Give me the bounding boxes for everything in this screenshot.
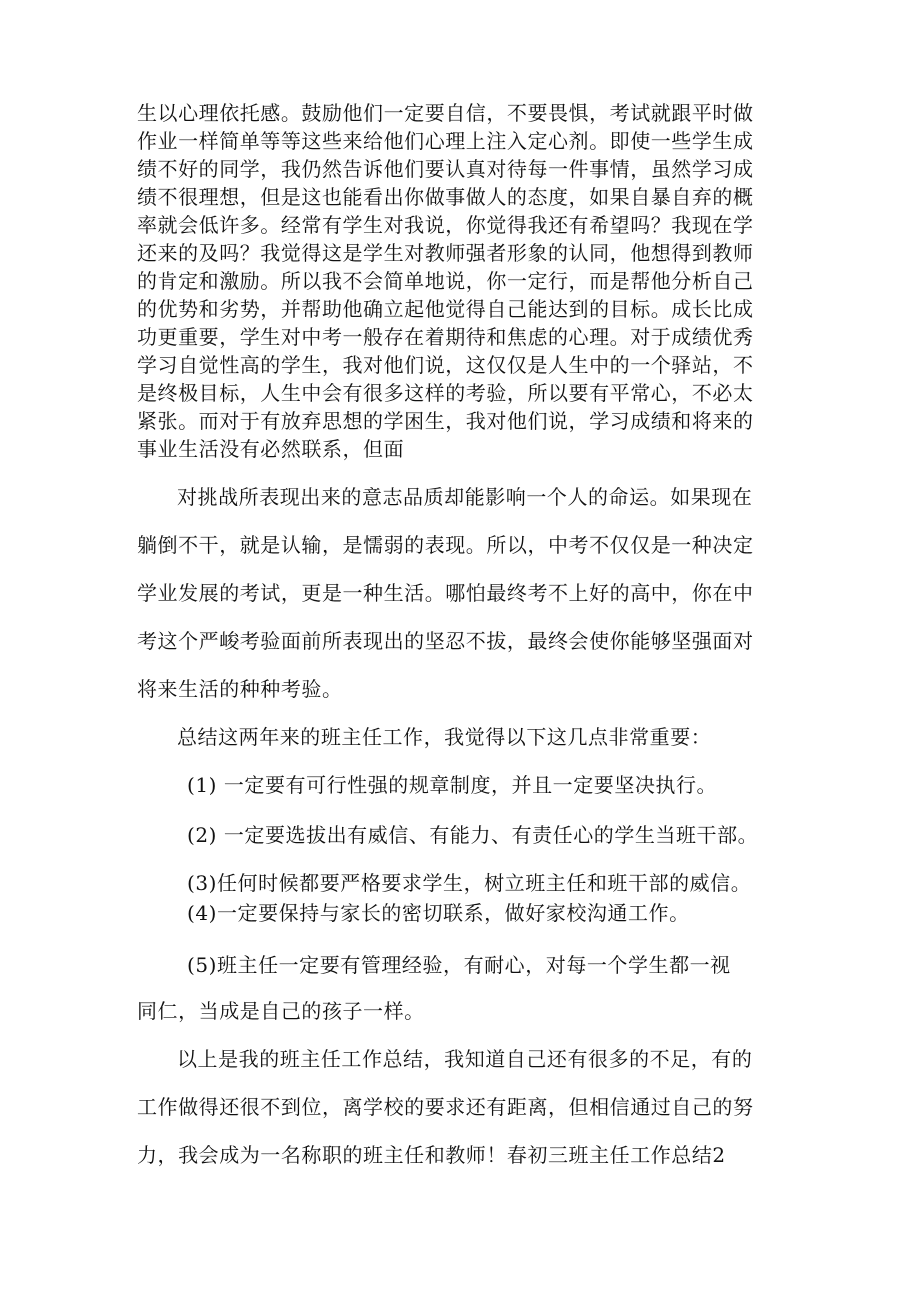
paragraph-line: 是终极目标，人生中会有很多这样的考验，所以要有平常心，不必太 (137, 381, 754, 405)
paragraph-line: 生以心理依托感。鼓励他们一定要自信，不要畏惧，考试就跟平时做 (137, 101, 754, 125)
paragraph-line: 考这个严峻考验面前所表现出的坚忍不拔，最终会使你能够坚强面对 (137, 629, 754, 653)
paragraph-line: 的肯定和激励。所以我不会简单地说，你一定行，而是帮他分析自己 (137, 269, 754, 293)
list-item-continuation: 同仁，当成是自己的孩子一样。 (137, 999, 425, 1023)
paragraph-line: 还来的及吗？我觉得这是学生对教师强者形象的认同，他想得到教师 (137, 241, 754, 265)
paragraph-line: 绩不好的同学，我仍然告诉他们要认真对待每一件事情，虽然学习成 (137, 157, 754, 181)
list-item: (2) 一定要选拔出有威信、有能力、有责任心的学生当班干部。 (187, 823, 759, 847)
list-item: (4)一定要保持与家长的密切联系，做好家校沟通工作。 (187, 901, 690, 925)
paragraph-line: 力，我会成为一名称职的班主任和教师！春初三班主任工作总结2 (137, 1143, 726, 1167)
paragraph-line: 事业生活没有必然联系，但面 (137, 437, 405, 461)
list-item: (5)班主任一定要有管理经验，有耐心，对每一个学生都一视 (187, 953, 731, 977)
paragraph-line: 的优势和劣势，并帮助他确立起他觉得自己能达到的目标。成长比成 (137, 297, 754, 321)
paragraph-line: 对挑战所表现出来的意志品质却能影响一个人的命运。如果现在 (177, 485, 753, 509)
summary-intro: 总结这两年来的班主任工作，我觉得以下这几点非常重要： (177, 725, 712, 749)
paragraph-line: 学业发展的考试，更是一种生活。哪怕最终考不上好的高中，你在中 (137, 581, 754, 605)
paragraph-line: 率就会低许多。经常有学生对我说，你觉得我还有希望吗？我现在学 (137, 213, 754, 237)
paragraph-line: 作业一样简单等等这些来给他们心理上注入定心剂。即使一些学生成 (137, 129, 754, 153)
list-item: (3)任何时候都要严格要求学生，树立班主任和班干部的威信。 (187, 871, 752, 895)
paragraph-line: 工作做得还很不到位，离学校的要求还有距离，但相信通过自己的努 (137, 1095, 754, 1119)
paragraph-line: 躺倒不干，就是认输，是懦弱的表现。所以，中考不仅仅是一种决定 (137, 533, 754, 557)
paragraph-line: 学习自觉性高的学生，我对他们说，这仅仅是人生中的一个驿站，不 (137, 353, 754, 377)
list-item: (1) 一定要有可行性强的规章制度，并且一定要坚决执行。 (187, 773, 718, 797)
paragraph-line: 将来生活的种种考验。 (137, 677, 343, 701)
paragraph-line: 绩不很理想，但是这也能看出你做事做人的态度，如果自暴自弃的概 (137, 185, 754, 209)
paragraph-line: 功更重要，学生对中考一般存在着期待和焦虑的心理。对于成绩优秀 (137, 325, 754, 349)
paragraph-line: 紧张。而对于有放弃思想的学困生，我对他们说，学习成绩和将来的 (137, 409, 754, 433)
paragraph-line: 以上是我的班主任工作总结，我知道自己还有很多的不足，有的 (177, 1047, 753, 1071)
